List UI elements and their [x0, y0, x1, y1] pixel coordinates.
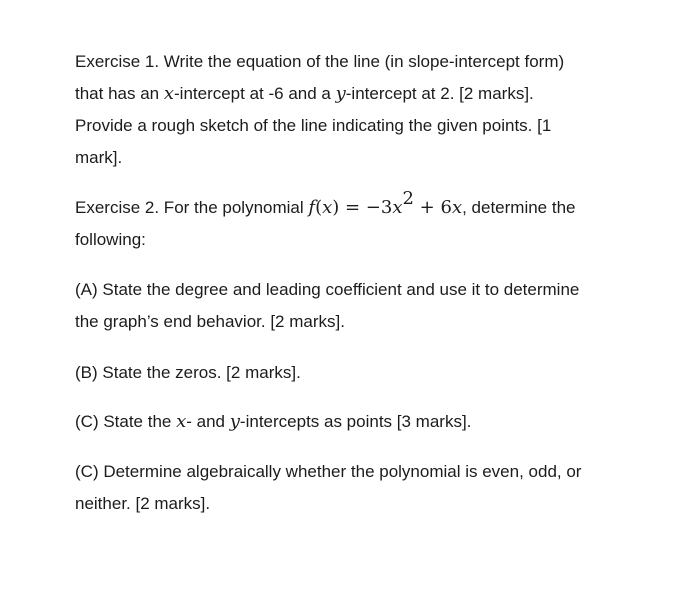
part-d-line-1: (C) Determine algebraically whether the polynomial is even, odd, or: [75, 462, 582, 481]
part-c-paragraph: [75, 406, 655, 438]
exercise-2-intro-line-2: following:: [75, 230, 146, 249]
math-x-linear: x: [451, 197, 463, 218]
part-a-paragraph: [75, 274, 655, 338]
part-b-line: (B) State the zeros. [2 marks].: [75, 363, 301, 382]
exercise-1-line-2-pre: that has an: [75, 84, 164, 103]
part-d-paragraph: [75, 456, 655, 520]
part-c-mid: - and: [186, 412, 230, 431]
math-var-x: x: [163, 83, 174, 104]
math-x-squared-base: x: [392, 197, 403, 218]
part-c-pre: (C) State the: [75, 412, 177, 431]
part-d-line-2: neither. [2 marks].: [75, 494, 211, 513]
math-f: f: [308, 197, 316, 218]
math-plus-6: + 6: [413, 197, 452, 218]
math-paren-open: (: [315, 197, 323, 218]
exercise-1-line-1: Exercise 1. Write the equation of the line (in slope-intercept form): [75, 52, 565, 71]
math-equals-minus-3: ) = −3: [332, 197, 393, 218]
exercise-1-line-2-mid: -intercept at -6 and a: [174, 84, 336, 103]
math-exponent: 2: [402, 188, 414, 210]
exercise-2-intro-paragraph: [75, 188, 655, 256]
math-var-y: y: [229, 411, 240, 432]
math-var-x: x: [176, 411, 187, 432]
part-a-line-2: the graph’s end behavior. [2 marks].: [75, 312, 345, 331]
math-var-y: y: [335, 83, 346, 104]
exercise-2-intro-post: , determine the: [462, 198, 576, 217]
exercise-1-line-4: mark].: [75, 148, 123, 167]
exercise-1-paragraph: [75, 46, 655, 174]
exercise-2-intro-pre: Exercise 2. For the polynomial: [75, 198, 309, 217]
part-b-paragraph: [75, 357, 655, 389]
exercise-1-line-2-post: -intercept at 2. [2 marks].: [345, 84, 534, 103]
part-c-post: -intercepts as points [3 marks].: [239, 412, 472, 431]
exercise-1-line-3: Provide a rough sketch of the line indicating the given points. [1: [75, 116, 552, 135]
part-a-line-1: (A) State the degree and leading coefficient and use it to determine: [75, 280, 580, 299]
math-x-arg: x: [322, 197, 333, 218]
